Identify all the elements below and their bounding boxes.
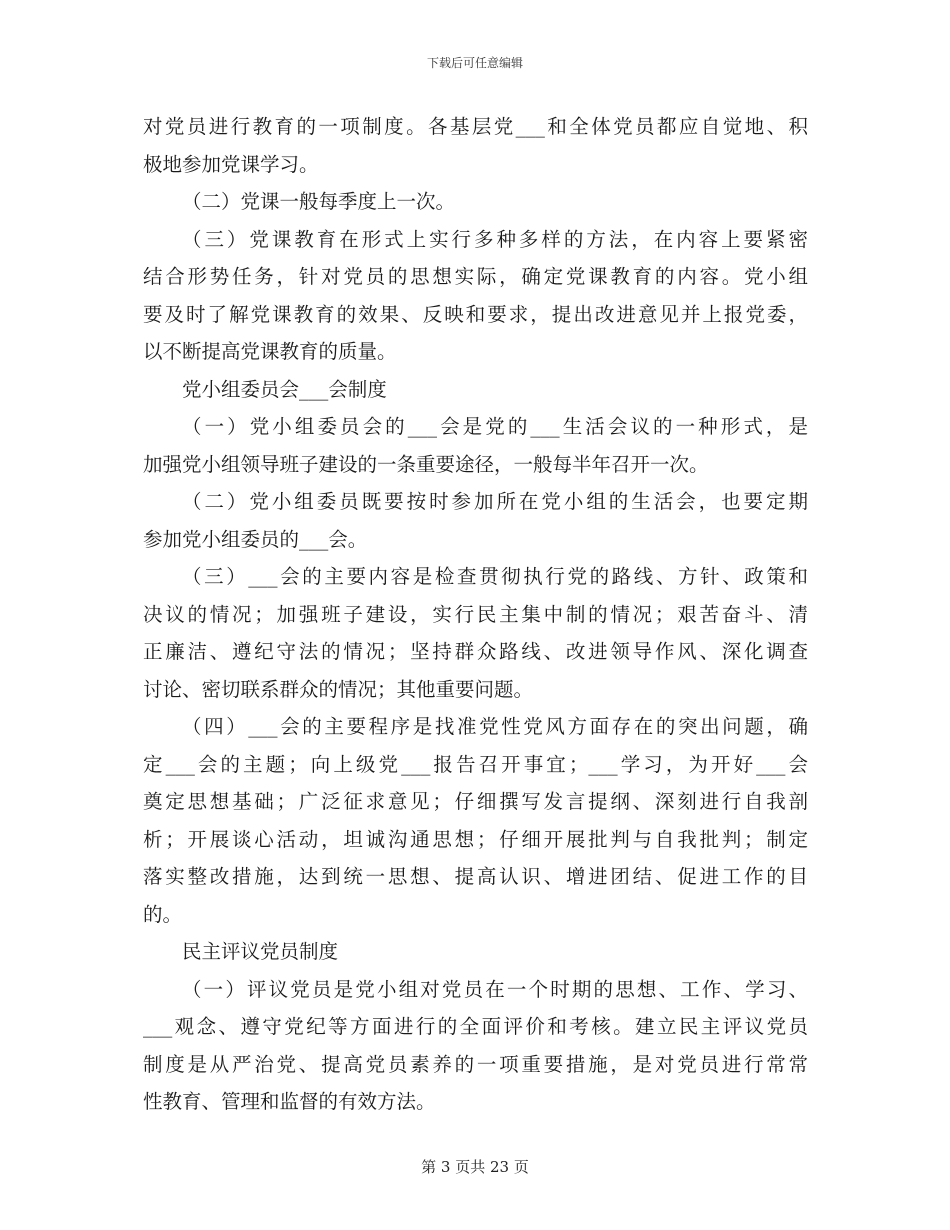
text-line: 制度是从严治党、提高党员素养的一项重要措施，是对党员进行常常 — [143, 1052, 808, 1076]
text-line: 要及时了解党课教育的效果、反映和要求，提出改进意见并上报党委， — [143, 302, 808, 326]
text-line: （一）党小组委员会的___会是党的___生活会议的一种形式，是 — [182, 415, 808, 438]
text-line: 结合形势任务，针对党员的思想实际，确定党课教育的内容。党小组 — [143, 265, 808, 288]
text-line: 决议的情况；加强班子建设，实行民主集中制的情况；艰苦奋斗、清 — [143, 602, 808, 626]
text-line: 正廉洁、遵纪守法的情况；坚持群众路线、改进领导作风、深化调查 — [143, 640, 808, 663]
text-line: （二）党小组委员既要按时参加所在党小组的生活会，也要定期 — [182, 490, 808, 513]
text-line: 的。 — [143, 902, 183, 926]
text-line: 奠定思想基础；广泛征求意见；仔细撰写发言提纲、深刻进行自我剖 — [143, 790, 808, 813]
text-line: （一）评议党员是党小组对党员在一个时期的思想、工作、学习、 — [182, 977, 808, 1001]
text-line: 参加党小组委员的___会。 — [143, 527, 368, 551]
text-line: （四）___会的主要程序是找准党性党风方面存在的突出问题，确 — [182, 715, 808, 738]
text-line: 讨论、密切联系群众的情况；其他重要问题。 — [143, 677, 534, 701]
text-line: 对党员进行教育的一项制度。各基层党___和全体党员都应自觉地、积 — [143, 115, 808, 138]
page-footer: 第 3 页共 23 页 — [421, 1158, 529, 1176]
section-heading: 党小组委员会___会制度 — [182, 377, 387, 401]
text-line: 极地参加党课学习。 — [143, 152, 319, 176]
text-line: 加强党小组领导班子建设的一条重要途径，一般每半年召开一次。 — [143, 452, 709, 476]
text-line: （三）___会的主要内容是检查贯彻执行党的路线、方针、政策和 — [182, 565, 808, 588]
text-line: 定___会的主题；向上级党___报告召开事宜；___学习，为开好___会 — [143, 752, 808, 776]
section-heading: 民主评议党员制度 — [182, 940, 339, 963]
text-line: 性教育、管理和监督的有效方法。 — [143, 1090, 436, 1113]
document-body — [143, 108, 808, 1121]
text-line: 以不断提高党课教育的质量。 — [143, 340, 397, 363]
text-line: 落实整改措施，达到统一思想、提高认识、增进团结、促进工作的目 — [143, 865, 808, 888]
text-line: （二）党课一般每季度上一次。 — [182, 190, 456, 213]
text-line: （三）党课教育在形式上实行多种多样的方法，在内容上要紧密 — [182, 227, 808, 251]
text-line: 析；开展谈心活动，坦诚沟通思想；仔细开展批判与自我批判；制定 — [143, 827, 808, 851]
text-line: ___观念、遵守党纪等方面进行的全面评价和考核。建立民主评议党员 — [143, 1015, 808, 1038]
page-header: 下载后可任意编辑 — [426, 56, 523, 70]
